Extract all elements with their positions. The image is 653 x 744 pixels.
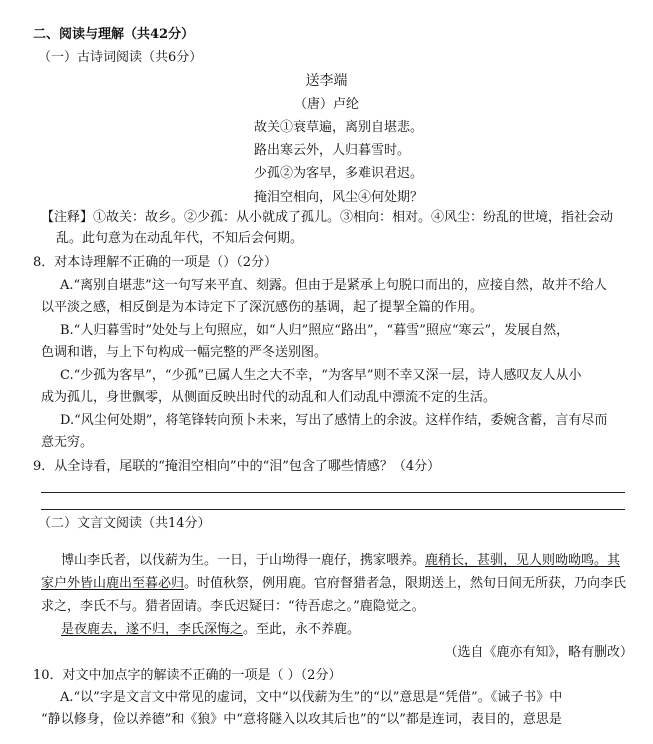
option-a-cont: 以平淡之感，相反倒是为本诗定下了深沉感伤的基调，起了提挈全篇的作用。 bbox=[41, 300, 484, 315]
option-a: A.“离别自堪悲”这一句写来平直、刻露。但由于是紧承上句脱口而出的，应接自然，故并不给人 bbox=[60, 278, 607, 293]
option-b: B.“人归暮雪时”处处与上句照应，如“人归”照应“路出”，“暮雪”照应“寒云”，发展自然， bbox=[60, 323, 570, 338]
poem-line: 少孤②为客早，多难识君迟。 bbox=[254, 166, 424, 181]
poem-line: 路出寒云外，人归暮雪时。 bbox=[254, 143, 411, 158]
option-c: C.“少孤为客早”，“少孤”已属人生之大不幸，“为客早”则不幸又深一层，诗人感叹友人从小 bbox=[60, 368, 582, 383]
option-d: D.“风尘何处期”，将笔锋转向预卜未来，写出了感情上的余波。这样作结，委婉含蓄，言有尽而 bbox=[60, 413, 608, 428]
passage-line: 家户外皆山鹿出至暮必归。时值秋祭，例用鹿。官府督猎者急，限期送上，然旬日间无所获，乃向李氏 bbox=[41, 576, 627, 591]
question-8-stem: 8．对本诗理解不正确的一项是（）（2分） bbox=[33, 255, 278, 270]
question-10-stem: 10．对文中加点字的解读不正确的一项是（ ）（2分） bbox=[33, 668, 342, 683]
passage-line: 是夜鹿去，遂不归，李氏深悔之。至此，永不养鹿。 bbox=[61, 622, 361, 637]
part2-title: （二）文言文阅读（共14分） bbox=[38, 516, 211, 531]
option-c-cont: 成为孤儿，身世飘零，从侧面反映出时代的动乱和人们动乱中漂流不定的生活。 bbox=[41, 390, 497, 405]
passage-source: （选自《鹿亦有知》，略有删改） bbox=[444, 645, 633, 660]
answer-line[interactable] bbox=[41, 492, 625, 493]
poem-line: 掩泪空相向，风尘④何处期？ bbox=[254, 190, 424, 205]
poem-line: 故关①衰草遍，离别自堪悲。 bbox=[254, 120, 424, 135]
part1-title: （一）古诗词阅读（共6分） bbox=[38, 50, 203, 65]
option-a: A.“以”字是文言文中常见的虚词，文中“以伐薪为生”的“以”意思是“凭借”。《诫子书》中 bbox=[60, 690, 563, 705]
note-line: 【注释】①故关：故乡。②少孤：从小就成了孤儿。③相向：相对。④风尘：纷乱的世境，指社会动 bbox=[41, 210, 614, 225]
option-b-cont: 色调和谐，与上下句构成一幅完整的严冬送别图。 bbox=[41, 345, 328, 360]
note-line: 乱。此句意为在动乱年代，不知后会何期。 bbox=[56, 231, 304, 246]
poem-author: （唐）卢纶 bbox=[293, 97, 359, 112]
passage-line: 求之，李氏不与。猎者固请。李氏迟疑曰：“待吾虑之。”鹿隐觉之。 bbox=[41, 599, 425, 614]
option-d-cont: 意无穷。 bbox=[41, 435, 94, 450]
section-title: 二、阅读与理解（共42分） bbox=[33, 27, 195, 42]
question-9-stem: 9．从全诗看，尾联的“掩泪空相向”中的“泪”包含了哪些情感？（4分） bbox=[33, 459, 441, 474]
option-a-cont: “静以修身，俭以养德”和《狼》中“意将隧入以攻其后也”的“以”都是连词，表目的，意思是 bbox=[41, 712, 562, 727]
poem-title: 送李端 bbox=[305, 73, 348, 89]
passage-line: 博山李氏者，以伐薪为生。一日，于山坳得一鹿仔，携家喂养。鹿稍长，甚驯，见人则呦呦鸣。其 bbox=[61, 553, 621, 568]
answer-line[interactable] bbox=[41, 509, 625, 510]
